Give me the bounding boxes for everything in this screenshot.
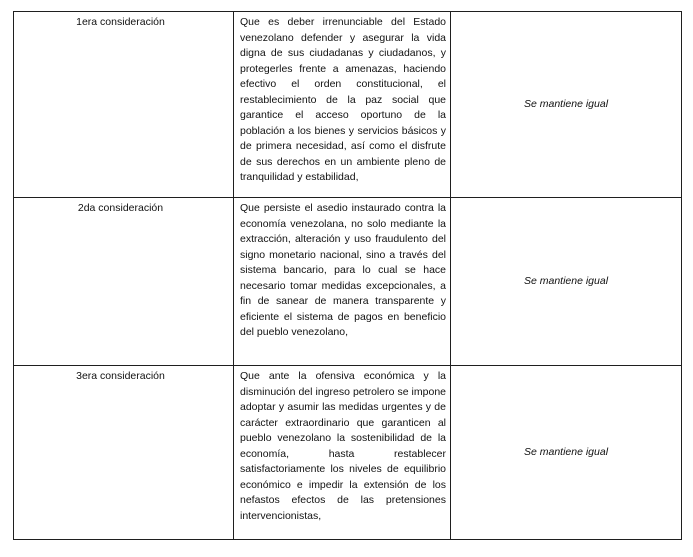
consideration-status: Se mantiene igual [451,12,682,198]
consideration-label: 1era consideración [14,12,234,198]
consideration-text: Que es deber irrenunciable del Estado venezolano defender y asegurar la vida digna de sus ciudadanas y ciudadanos, y protegerles frente a amenazas, haciendo efectivo el orden constitucional, el restablecimiento de la paz social que garantice el acceso oportuno de la población a los bienes y servicios básicos y de primera necesidad, así como el disfrute de sus derechos en un ambiente pleno de tranquilidad y estabilidad, [234,12,451,198]
table-row [14,12,682,198]
table-row [14,198,682,366]
consideration-text: Que persiste el asedio instaurado contra la economía venezolana, no solo mediante la extracción, alteración y uso fraudulento del signo monetario nacional, sino a través del sistema bancario, para lo cual se hace necesario tomar medidas excepcionales, a fin de sanear de manera transparente y eficiente el sistema de pagos en beneficio del pueblo venezolano, [234,198,451,366]
consideration-status: Se mantiene igual [451,366,682,540]
consideration-text: Que ante la ofensiva económica y la disminución del ingreso petrolero se impone adoptar y asumir las medidas urgentes y de carácter extraordinario que garanticen al pueblo venezolano la sostenibilidad de la economía, hasta restablecer satisfactoriamente los niveles de equilibrio económico e impedir la extensión de los nefastos efectos de las pretensiones intervencionistas, [234,366,451,540]
consideration-label: 2da consideración [14,198,234,366]
consideration-status: Se mantiene igual [451,198,682,366]
considerations-table [13,11,682,540]
consideration-label: 3era consideración [14,366,234,540]
table-row [14,366,682,540]
